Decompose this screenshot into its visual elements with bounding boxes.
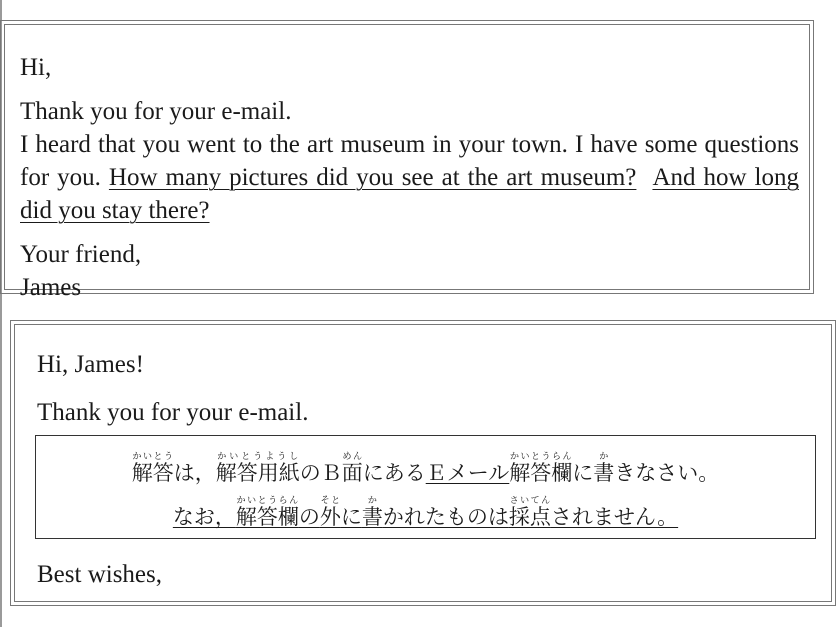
reply-email-box bbox=[10, 320, 836, 606]
email-greeting: Hi, bbox=[20, 54, 52, 81]
reply-email-inner bbox=[14, 324, 832, 602]
furigana-word: 解答欄かいとうらん bbox=[235, 496, 299, 529]
instruction-text: されません。 bbox=[550, 505, 679, 529]
instruction-text: なお， bbox=[172, 505, 236, 529]
incoming-email-inner bbox=[4, 24, 810, 301]
reply-closing: Best wishes, bbox=[37, 561, 162, 588]
email-thanks-line: Thank you for your e-mail. bbox=[20, 98, 292, 125]
answer-instructions-box bbox=[35, 435, 816, 539]
instruction-text: に bbox=[572, 461, 594, 485]
furigana-word: 書か bbox=[361, 496, 383, 529]
instruction-text: きなさい。 bbox=[614, 461, 720, 485]
furigana-word: 解答かいとう bbox=[131, 452, 174, 485]
furigana-word: 解答用紙かいとうようし bbox=[215, 452, 300, 485]
instruction-text: にある bbox=[362, 461, 426, 485]
email-body-paragraph bbox=[20, 128, 799, 227]
instruction-line-1 bbox=[36, 452, 815, 487]
reply-thanks-line: Thank you for your e-mail. bbox=[37, 399, 309, 426]
email-sender-name: James bbox=[20, 274, 82, 301]
incoming-email-box bbox=[0, 20, 814, 301]
furigana-word: 書か bbox=[593, 452, 615, 485]
furigana-word: 面めん bbox=[341, 452, 363, 485]
instruction-text: のＢ bbox=[299, 461, 342, 485]
instruction-text: かれたものは bbox=[382, 505, 509, 529]
email-signoff: Your friend, bbox=[20, 241, 142, 268]
instruction-text: の bbox=[298, 505, 320, 529]
underlined-question-1: How many pictures did you see at the art museum? bbox=[108, 164, 637, 191]
underlined-question-2: And how long did you stay there? bbox=[20, 164, 800, 224]
instruction-line-2 bbox=[36, 496, 815, 531]
furigana-word: 採点さいてん bbox=[508, 496, 551, 529]
furigana-word: 解答欄かいとうらん bbox=[509, 452, 573, 485]
instruction-text: は， bbox=[173, 461, 216, 485]
email-body-text: I heard that you went to the art museum in your town. I have some questions for you. bbox=[20, 131, 799, 191]
reply-greeting: Hi, James! bbox=[37, 351, 144, 378]
instruction-text: Ｅメール bbox=[425, 461, 510, 485]
furigana-word: 外そと bbox=[319, 496, 341, 529]
instruction-text: に bbox=[340, 505, 362, 529]
